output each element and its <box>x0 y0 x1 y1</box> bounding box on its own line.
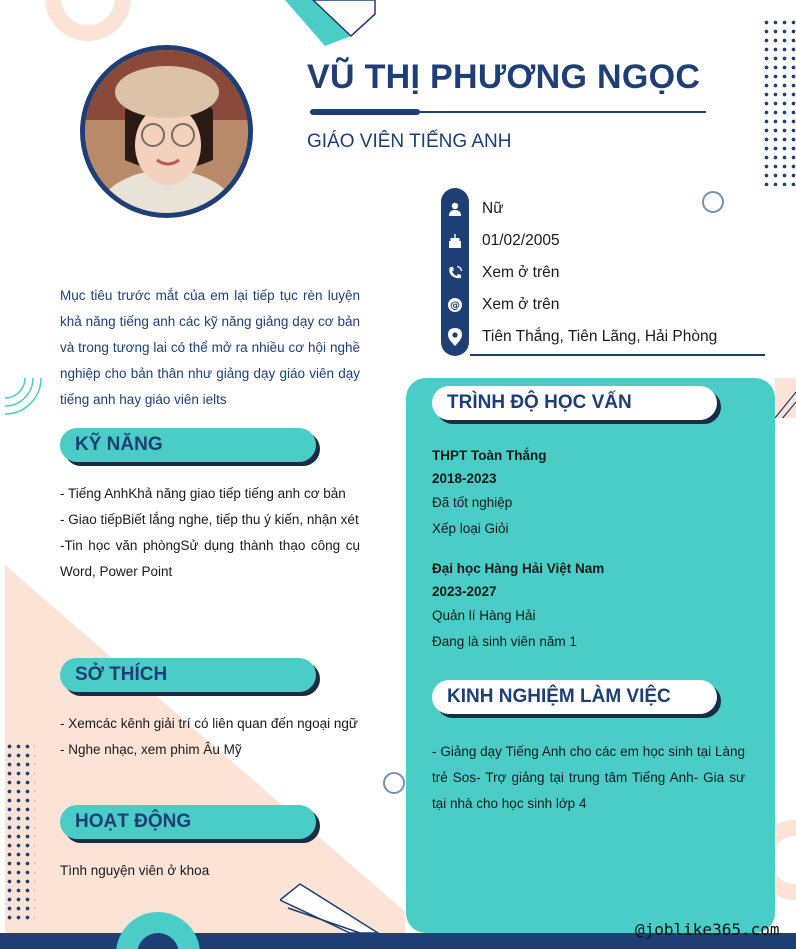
hobbies-list <box>60 711 360 763</box>
list-item: Tình nguyện viên ở khoa <box>60 863 210 878</box>
school-name: Đại học Hàng Hải Việt Nam <box>432 561 605 576</box>
decorative-arcs <box>5 378 47 418</box>
address-text: Tiên Thắng, Tiên Lãng, Hải Phòng <box>482 328 718 345</box>
education-entry <box>432 557 752 655</box>
school-years: 2023-2027 <box>432 584 497 599</box>
contact-underline <box>470 354 765 356</box>
education-heading: TRÌNH ĐỘ HỌC VẤN <box>432 386 717 420</box>
birthday-text: 01/02/2005 <box>482 232 560 249</box>
hobbies-heading: SỞ THÍCH <box>60 658 316 692</box>
gender-text: Nữ <box>482 200 504 217</box>
experience-heading: KINH NGHIỆM LÀM VIỆC <box>432 680 717 714</box>
candidate-name: VŨ THỊ PHƯƠNG NGỌC <box>307 58 701 96</box>
education-detail: Xếp loại Giỏi <box>432 521 509 536</box>
decorative-dots <box>762 18 796 186</box>
education-entry <box>432 444 752 542</box>
phone-text: Xem ở trên <box>482 264 560 281</box>
decorative-3d-bar <box>280 878 380 933</box>
contact-address <box>441 321 771 353</box>
activities-list <box>60 858 360 884</box>
decorative-3d-bar <box>285 0 385 48</box>
list-item: - Tiếng AnhKhả năng giao tiếp tiếng anh cơ bản <box>60 486 346 501</box>
contact-phone <box>441 257 771 289</box>
school-years: 2018-2023 <box>432 471 497 486</box>
skills-heading: KỸ NĂNG <box>60 428 316 462</box>
email-text: Xem ở trên <box>482 296 560 313</box>
phone-icon <box>441 259 469 287</box>
portrait-icon <box>85 50 248 213</box>
user-icon <box>441 195 469 223</box>
birthday-cake-icon <box>441 227 469 255</box>
career-objective: Mục tiêu trước mắt của em lại tiếp tục rèn luyện khả năng tiếng anh các kỹ năng giảng dạy cơ bản và trong tương lai có thể mở ra nhiều cơ hội nghề nghiệp cho bản thân như giảng dạy giáo viên dạy tiếng anh hay giáo viên ielts <box>60 288 360 407</box>
school-name: THPT Toàn Thắng <box>432 448 547 463</box>
activities-heading: HOẠT ĐỘNG <box>60 805 316 839</box>
contact-birthday <box>441 225 771 257</box>
list-item: -Tin học văn phòngSử dụng thành thạo công cụ Word, Power Point <box>60 538 360 579</box>
svg-text:@: @ <box>450 300 460 312</box>
list-item: - Giao tiếpBiết lắng nghe, tiếp thu ý kiến, nhận xét <box>60 512 359 527</box>
email-icon <box>441 291 469 319</box>
job-title: GIÁO VIÊN TIẾNG ANH <box>307 131 512 152</box>
education-detail: Đang là sinh viên năm 1 <box>432 634 577 649</box>
list-item: - Xemcác kênh giải trí có liên quan đến ngoại ngữ <box>60 716 358 731</box>
experience-text: - Giảng dạy Tiếng Anh cho các em học sinh tại Làng trẻ Sos- Trợ giảng tại trung tâm Tiếng Anh- Gia sư tại nhà cho học sinh lớp 4 <box>432 744 745 811</box>
contact-email <box>441 289 771 321</box>
education-detail: Quản lí Hàng Hải <box>432 608 536 623</box>
list-item: - Nghe nhạc, xem phim Âu Mỹ <box>60 742 242 757</box>
decorative-dots <box>5 742 35 922</box>
profile-photo <box>80 45 253 218</box>
location-pin-icon <box>441 323 469 351</box>
decorative-stripes <box>775 378 796 418</box>
name-underline-accent <box>310 109 420 115</box>
contact-gender <box>441 193 771 225</box>
education-detail: Đã tốt nghiệp <box>432 495 513 510</box>
decorative-ring <box>383 772 405 794</box>
skills-list <box>60 481 360 585</box>
watermark: @joblike365.com <box>635 920 780 939</box>
decorative-pink-ring <box>45 0 131 41</box>
